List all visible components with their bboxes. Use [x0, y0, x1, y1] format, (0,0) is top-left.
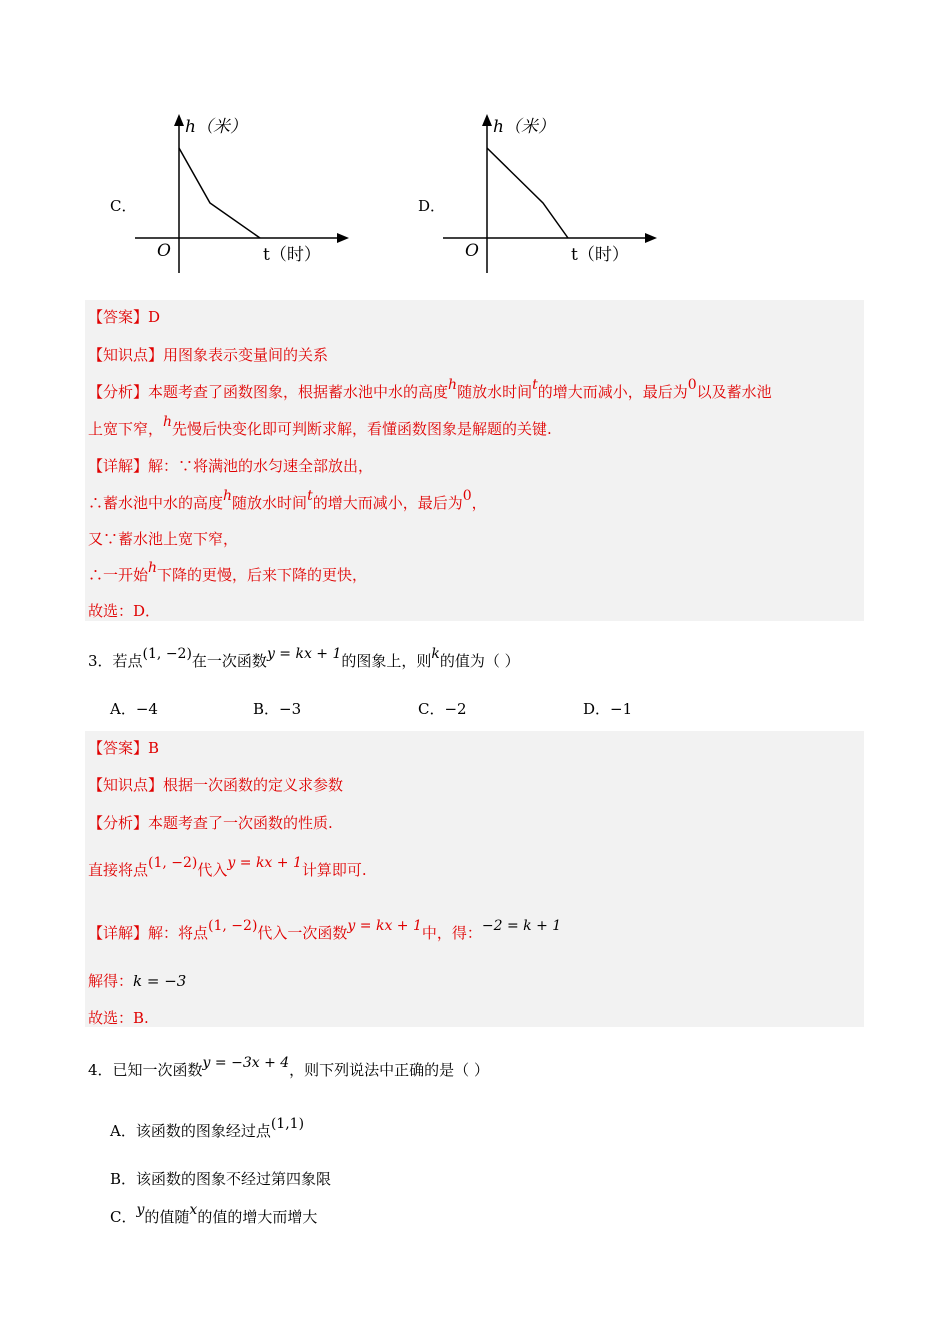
graph-d-option-label: D． [418, 197, 446, 215]
q3-choice: 故选：B. [88, 1009, 149, 1027]
graph-c [135, 108, 355, 278]
q2-analysis-line2: 上宽下窄，h先慢后快变化即可判断求解，看懂函数图象是解题的关键. [88, 414, 552, 438]
q3-detail-line1: 【详解】解：将点(1, −2)代入一次函数y = kx + 1中，得：−2 = k + 1 [88, 918, 562, 942]
graph-d-x-label: t（时） [571, 245, 629, 265]
q3-option-d[interactable]: D．−1 [583, 700, 633, 718]
q3-option-a[interactable]: A．−4 [110, 700, 158, 718]
graph-d [443, 108, 663, 278]
q2-detail-line1: 【详解】解：∵将满池的水匀速全部放出， [88, 457, 374, 475]
q3-detail-line2: 解得：k = −3 [88, 972, 187, 990]
q3-answer: 【答案】B [88, 739, 160, 757]
q3-option-c[interactable]: C．−2 [418, 700, 467, 718]
q2-detail-line4: ∴一开始h下降的更慢，后来下降的更快， [88, 560, 368, 584]
graph-c-x-label: t（时） [263, 245, 321, 265]
graph-d-y-label: h（米） [493, 117, 555, 137]
graph-c-option-label: C． [110, 197, 137, 215]
graph-c-x-arrow [337, 233, 349, 243]
q2-detail-line2: ∴蓄水池中水的高度h随放水时间t的增大而减小，最后为0， [88, 488, 487, 512]
graph-c-y-arrow [174, 114, 184, 126]
graph-c-y-label: h（米） [185, 117, 247, 137]
q3-analysis-line1: 【分析】本题考查了一次函数的性质. [88, 814, 333, 832]
q3-knowledge: 【知识点】根据一次函数的定义求参数 [88, 776, 344, 794]
graph-d-origin: O [465, 241, 479, 261]
q4-stem: 4．已知一次函数y = −3x + 4，则下列说法中正确的是（ ） [88, 1055, 489, 1079]
q3-option-b[interactable]: B．−3 [253, 700, 302, 718]
graph-c-curve [179, 148, 260, 238]
graph-d-y-arrow [482, 114, 492, 126]
q3-analysis-line2: 直接将点(1, −2)代入y = kx + 1计算即可. [88, 855, 367, 879]
graph-d-curve [487, 148, 568, 238]
graph-d-x-arrow [645, 233, 657, 243]
q2-detail-line3: 又∵蓄水池上宽下窄， [88, 530, 239, 548]
q2-answer: 【答案】D [88, 308, 161, 326]
q3-stem: 3．若点(1, −2)在一次函数y = kx + 1的图象上，则k的值为（ ） [88, 646, 520, 670]
q4-option-a[interactable]: A．该函数的图象经过点(1,1) [110, 1116, 305, 1140]
q2-choice: 故选：D． [88, 602, 161, 620]
graph-c-origin: O [157, 241, 171, 261]
q2-knowledge: 【知识点】用图象表示变量间的关系 [88, 346, 329, 364]
q4-option-b[interactable]: B．该函数的图象不经过第四象限 [110, 1170, 332, 1188]
q2-analysis-line1: 【分析】本题考查了函数图象，根据蓄水池中水的高度h随放水时间t的增大而减小，最后为0以及蓄水池 [88, 377, 772, 401]
q4-option-c[interactable]: C．y的值随x的值的增大而增大 [110, 1202, 318, 1226]
